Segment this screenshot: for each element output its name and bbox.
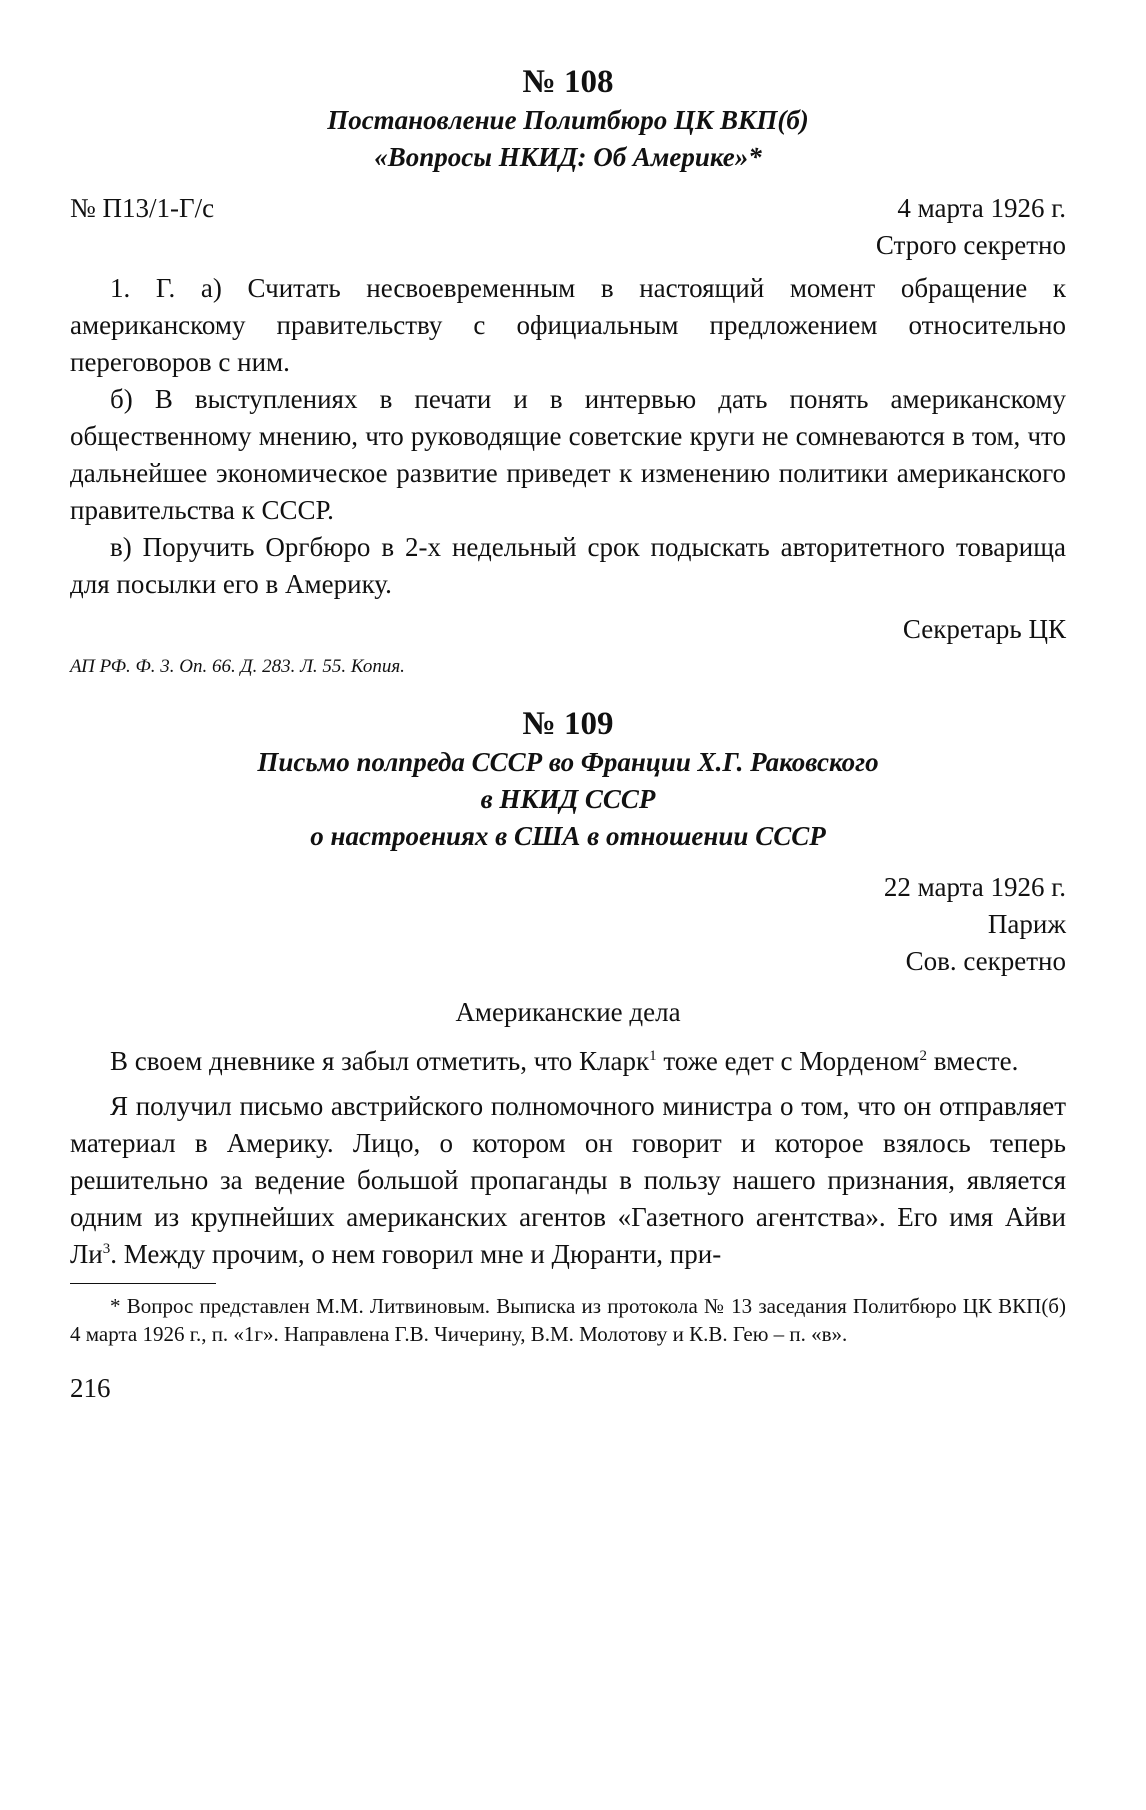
- doc108-paragraph-1: 1. Г. а) Считать несвоевременным в настоящий момент обращение к американскому правительству с официальным предложением относительно переговоров с ним.: [70, 273, 1066, 377]
- doc108-classification: Строго секретно: [875, 230, 1066, 260]
- doc109-p2-text-b: . Между прочим, о нем говорил мне и Дюранти, при-: [110, 1239, 722, 1269]
- footnote-ref-1: 1: [649, 1048, 657, 1064]
- doc108-title-line1: Постановление Политбюро ЦК ВКП(б): [327, 105, 809, 135]
- doc109-place: Париж: [987, 909, 1066, 939]
- doc108-title-line2: «Вопросы НКИД: Об Америке»*: [374, 142, 762, 172]
- doc108-signature: Секретарь ЦК: [902, 614, 1066, 644]
- doc109-title-line3: о настроениях в США в отношении СССР: [310, 821, 826, 851]
- doc109-p1-text-c: вместе.: [927, 1046, 1019, 1076]
- doc109-date: 22 марта 1926 г.: [883, 872, 1066, 902]
- doc108-date: 4 марта 1926 г.: [897, 193, 1066, 223]
- page-number: 216: [70, 1373, 111, 1403]
- doc108-number: № 108: [522, 64, 614, 100]
- footnote: * Вопрос представлен М.М. Литвиновым. Выписка из протокола № 13 заседания Политбюро ЦК ВКП(б) 4 марта 1926 г., п. «1г». Направлена Г.В. Чичерину, В.М. Молотову и К.В. Гею – п. «в».: [70, 1294, 1066, 1346]
- doc108-paragraph-2: б) В выступлениях в печати и в интервью дать понять американскому общественному мнению, что руководящие советские круги не сомневаются в том, что дальнейшее экономическое развитие приведет к изменению политики американского правительства к СССР.: [70, 384, 1066, 525]
- footnote-divider: [70, 1283, 216, 1284]
- doc109-classification: Сов. секретно: [905, 946, 1066, 976]
- doc109-p2-text-a: Я получил письмо австрийского полномочного министра о том, что он отправляет материал в Америку. Лицо, о котором он говорит и которое взялось теперь решительно за ведение большой пропаганды в пользу нашего признания, является одним из крупнейших американских агентов «Газетного агентства». Его имя Айви Ли: [70, 1091, 1066, 1269]
- doc109-paragraph-1: [70, 1043, 1066, 1080]
- doc109-p1-text-b: тоже едет с Морденом: [656, 1046, 920, 1076]
- doc109-paragraph-2: [70, 1088, 1066, 1273]
- doc109-title-line1: Письмо полпреда СССР во Франции Х.Г. Раковского: [257, 747, 879, 777]
- doc109-heading: Американские дела: [455, 997, 681, 1027]
- doc109-title-line2: в НКИД СССР: [480, 784, 656, 814]
- doc108-paragraph-3: в) Поручить Оргбюро в 2-х недельный срок подыскать авторитетного товарища для посылки его в Америку.: [70, 532, 1066, 599]
- document-page: [70, 62, 1066, 1404]
- footnote-ref-3: 3: [102, 1241, 111, 1257]
- footnote-ref-2: 2: [919, 1048, 928, 1064]
- doc108-meta-row: [70, 190, 1066, 227]
- doc109-p1-text-a: В своем дневнике я забыл отметить, что Кларк: [110, 1046, 650, 1076]
- doc108-ref: № П13/1-Г/с: [70, 193, 215, 223]
- doc109-number: № 109: [522, 706, 614, 742]
- doc108-archive-reference: АП РФ. Ф. 3. Оп. 66. Д. 283. Л. 55. Копия.: [70, 656, 405, 677]
